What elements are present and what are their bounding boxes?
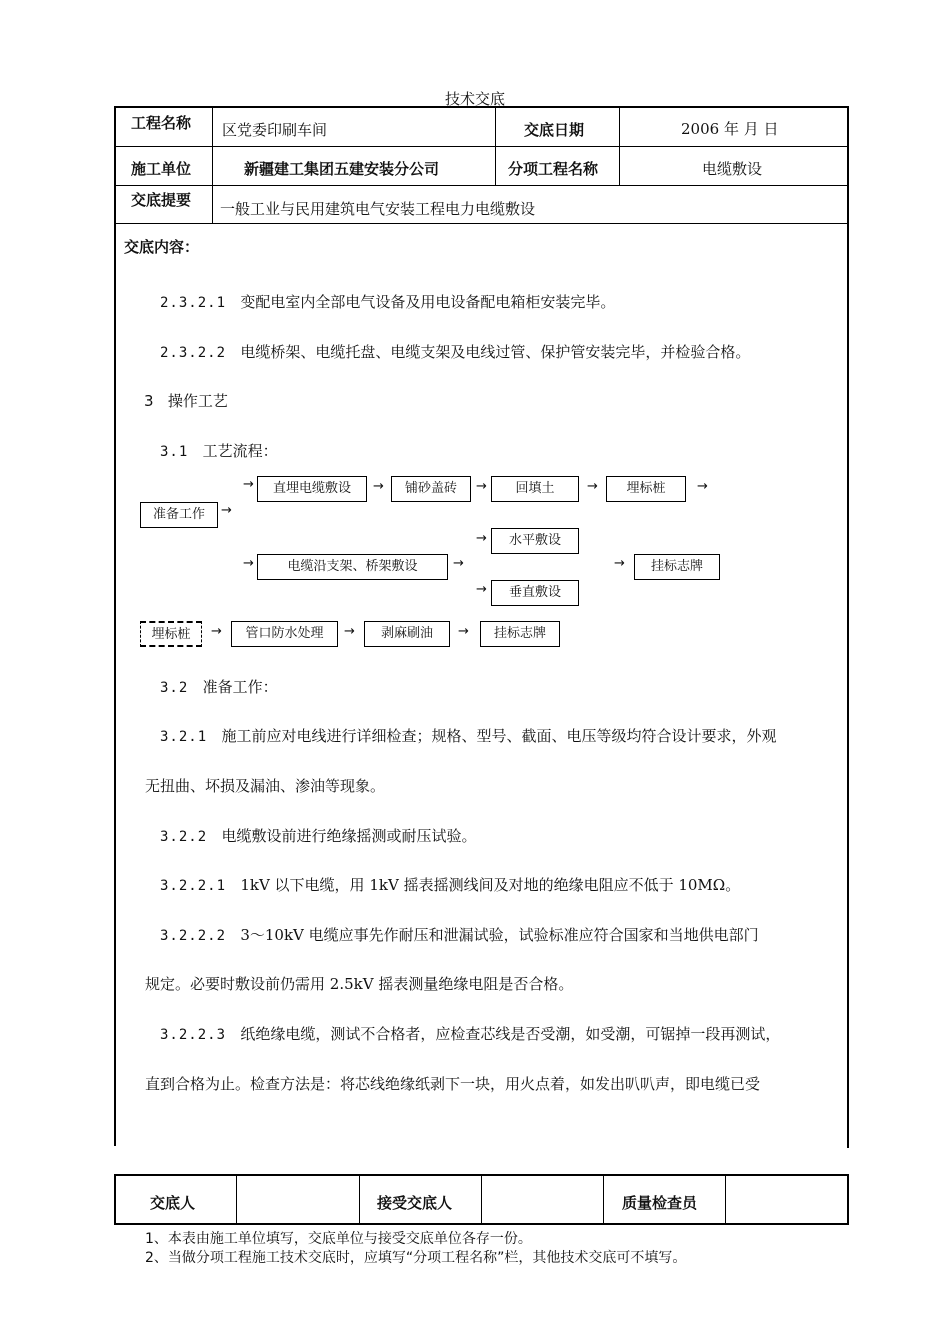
section-number: 3 <box>144 392 154 410</box>
row-divider-1 <box>114 146 849 147</box>
paragraph-text: 电缆桥架、电缆托盘、电缆支架及电线过管、保护管安装完毕，并检验合格。 <box>240 343 751 361</box>
section-number: 3.2 <box>160 680 189 696</box>
flow-arrow: → <box>476 479 487 494</box>
flow-box-pipe-waterproof: 管口防水处理 <box>231 621 338 647</box>
subproject-value: 电缆敷设 <box>702 160 763 178</box>
paragraph-3-2-2-3-continued: 直到合格为止。检查方法是：将芯线绝缘纸剥下一块，用火点着，如发出叭叭声，即电缆已受 <box>145 1075 761 1093</box>
flow-arrow: → <box>344 624 355 639</box>
section-title: 操作工艺 <box>167 392 228 410</box>
col-divider-2 <box>495 106 496 185</box>
section-3-2-heading <box>160 676 278 697</box>
flow-box-strip-paint: 剥麻刷油 <box>364 621 450 647</box>
flow-arrow: → <box>243 477 254 492</box>
flow-arrow: → <box>476 582 487 597</box>
flow-arrow: → <box>587 479 598 494</box>
footnote-1: 1、本表由施工单位填写，交底单位与接受交底单位各存一份。 <box>145 1231 532 1247</box>
signature-col-border <box>236 1174 237 1224</box>
paragraph-3-2-2 <box>160 825 476 846</box>
flow-box-sign-hang-2: 挂标志牌 <box>480 621 560 647</box>
signature-col-border <box>359 1174 360 1224</box>
summary-value: 一般工业与民用建筑电气安装工程电力电缆敷设 <box>220 200 536 218</box>
flow-box-backfill: 回填土 <box>491 476 579 502</box>
paragraph-number: 3.2.2 <box>160 829 208 845</box>
inspector-label: 质量检查员 <box>622 1194 698 1212</box>
content-label: 交底内容： <box>124 238 200 256</box>
paragraph-text: 电缆敷设前进行绝缘摇测或耐压试验。 <box>221 827 477 845</box>
signature-col-border <box>847 1174 849 1225</box>
col-divider-3 <box>619 106 620 185</box>
section-3-1-heading <box>160 440 278 461</box>
paragraph-3-2-2-3 <box>160 1023 780 1044</box>
construction-unit-value: 新疆建工集团五建安装分公司 <box>244 160 440 178</box>
discloser-label: 交底人 <box>150 1194 196 1212</box>
paragraph-text: 3～10kV 电缆应事先作耐压和泄漏试验，试验标准应符合国家和当地供电部门 <box>240 926 759 944</box>
paragraph-3-2-2-1 <box>160 874 740 895</box>
receiver-label: 接受交底人 <box>377 1194 453 1212</box>
flow-arrow: → <box>476 531 487 546</box>
paragraph-3-2-2-2-continued: 规定。必要时敷设前仍需用 2.5kV 摇表测量绝缘电阻是否合格。 <box>145 975 574 993</box>
col-divider-1 <box>212 106 213 223</box>
paragraph-number: 3.2.2.2 <box>160 928 227 944</box>
paragraph-text: 施工前应对电线进行详细检查；规格、型号、截面、电压等级均符合设计要求，外观 <box>221 727 777 745</box>
flow-arrow: → <box>221 503 232 518</box>
date-label: 交底日期 <box>524 121 585 139</box>
paragraph-number: 3.2.2.1 <box>160 878 227 894</box>
row-divider-2 <box>114 185 849 186</box>
table-left-border <box>114 106 116 1146</box>
summary-label: 交底提要 <box>131 191 192 209</box>
flow-box-marker-pile-2: 埋标桩 <box>140 621 202 647</box>
flow-arrow: → <box>458 624 469 639</box>
footnote-2: 2、当做分项工程施工技术交底时，应填写“分项工程名称”栏，其他技术交底可不填写。 <box>145 1250 687 1266</box>
subproject-label: 分项工程名称 <box>508 160 599 178</box>
paragraph-text: 变配电室内全部电气设备及用电设备配电箱柜安装完毕。 <box>240 293 616 311</box>
paragraph-2-3-2-1 <box>160 291 615 312</box>
flow-box-support-tray: 电缆沿支架、桥架敷设 <box>257 554 448 580</box>
paragraph-number: 2.3.2.1 <box>160 295 227 311</box>
date-value: 2006 年 月 日 <box>681 120 779 138</box>
section-title: 准备工作： <box>202 678 278 696</box>
flow-box-sign-hang: 挂标志牌 <box>634 554 720 580</box>
flow-arrow: → <box>697 479 708 494</box>
paragraph-3-2-1-continued: 无扭曲、坏损及漏油、渗油等现象。 <box>145 777 386 795</box>
flow-box-marker-pile: 埋标桩 <box>606 476 686 502</box>
table-top-border <box>114 106 849 108</box>
paragraph-number: 3.2.2.3 <box>160 1027 227 1043</box>
flow-box-vertical: 垂直敷设 <box>491 580 579 606</box>
flow-box-prep: 准备工作 <box>140 502 218 528</box>
paragraph-number: 2.3.2.2 <box>160 345 227 361</box>
flow-box-sand-brick: 铺砂盖砖 <box>391 476 471 502</box>
document-title: 技术交底 <box>444 90 505 108</box>
flow-box-direct-burial: 直埋电缆敷设 <box>257 476 367 502</box>
signature-col-border <box>725 1174 726 1224</box>
paragraph-text: 纸绝缘电缆，测试不合格者，应检查芯线是否受潮，如受潮，可锯掉一段再测试， <box>240 1025 781 1043</box>
section-3-heading <box>144 390 228 411</box>
flow-arrow: → <box>453 556 464 571</box>
paragraph-number: 3.2.1 <box>160 729 208 745</box>
flow-arrow: → <box>211 624 222 639</box>
signature-col-border <box>114 1174 116 1225</box>
section-number: 3.1 <box>160 444 189 460</box>
project-name-label: 工程名称 <box>131 114 192 132</box>
construction-unit-label: 施工单位 <box>131 160 192 178</box>
flow-box-horizontal: 水平敷设 <box>491 528 579 554</box>
flow-arrow: → <box>243 556 254 571</box>
signature-col-border <box>603 1174 604 1224</box>
flow-arrow: → <box>614 556 625 571</box>
signature-col-border <box>481 1174 482 1224</box>
paragraph-3-2-2-2 <box>160 924 759 945</box>
table-right-border <box>847 106 849 1148</box>
project-name-value: 区党委印刷车间 <box>222 121 328 139</box>
row-divider-3 <box>114 223 849 224</box>
paragraph-3-2-1 <box>160 725 776 746</box>
flow-arrow: → <box>373 479 384 494</box>
paragraph-2-3-2-2 <box>160 341 750 362</box>
paragraph-text: 1kV 以下电缆，用 1kV 摇表摇测线间及对地的绝缘电阻应不低于 10MΩ。 <box>240 876 741 894</box>
section-title: 工艺流程： <box>202 442 278 460</box>
